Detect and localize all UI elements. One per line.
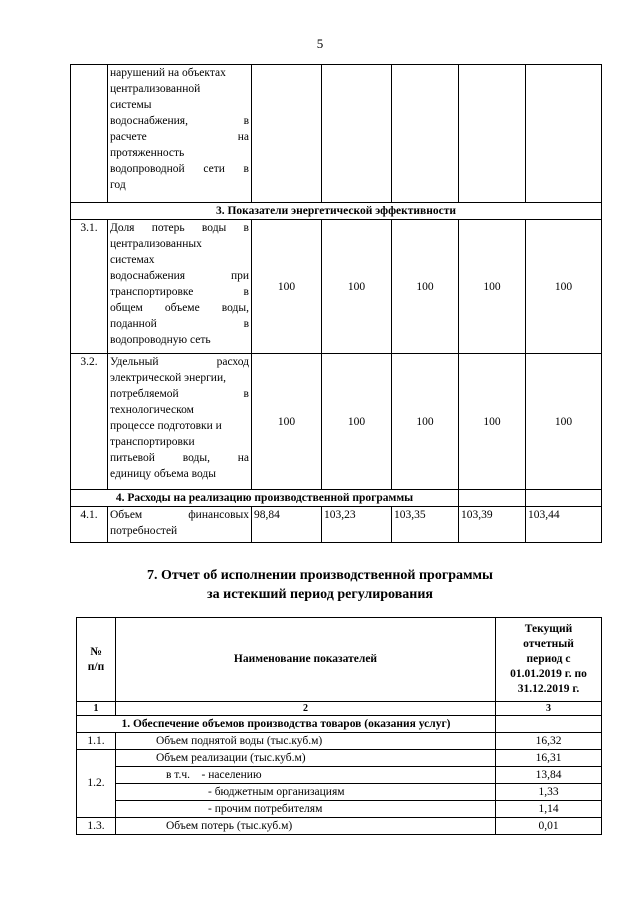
value-cell: 100 [322, 354, 392, 490]
value-cell: 100 [392, 220, 459, 354]
row-number: 3.1. [71, 220, 108, 354]
text-line: технологическом [110, 404, 194, 416]
text-line: расчете на [110, 131, 249, 143]
table-row [77, 801, 602, 818]
section-row [77, 716, 602, 733]
section-heading: 7. Отчет об исполнении производственной программы [146, 568, 493, 583]
table-row [77, 818, 602, 835]
header-row [77, 618, 602, 702]
text-line: транспортировки [110, 436, 195, 448]
value-cell: 100 [459, 220, 526, 354]
header-period: Текущий отчетный период с 01.01.2019 г. по 31.12.2019 г. [496, 618, 602, 702]
text-line: единицу объема воды [110, 468, 216, 480]
value-cell: 16,31 [496, 750, 602, 767]
row-number: 1.1. [77, 733, 116, 750]
header-num: № п/п [77, 618, 116, 702]
col-number: 1 [77, 702, 116, 716]
page-number: 5 [316, 36, 324, 51]
row-number: 1.2. [77, 750, 116, 818]
text-line: водоснабжения, в [110, 115, 249, 127]
text-line: централизованной [110, 83, 201, 95]
section-subheading: за истекший период регулирования [207, 587, 433, 602]
table-row [71, 507, 602, 543]
value-cell: 100 [526, 354, 602, 490]
value-cell: 100 [392, 354, 459, 490]
text-line: водопроводной сети в [110, 163, 249, 175]
value-cell: 103,39 [459, 507, 526, 543]
indicator-name: - бюджетным организациям [116, 784, 496, 801]
table-row [77, 784, 602, 801]
value-cell: 100 [252, 220, 322, 354]
text-line: Объем финансовых [110, 509, 249, 521]
header-name: Наименование показателей [116, 618, 496, 702]
text-line: потребляемой в [110, 388, 249, 400]
value-cell: 103,23 [322, 507, 392, 543]
value-cell: 1,33 [496, 784, 602, 801]
indicator-name: Объем потерь (тыс.куб.м) [116, 818, 496, 835]
indicator-name [108, 65, 252, 203]
section-row [71, 490, 602, 507]
section-title: 3. Показатели энергетической эффективности [71, 203, 602, 220]
text-line: электрической энергии, [110, 372, 226, 384]
text-line: водопроводную сеть [110, 334, 211, 346]
col-number: 2 [116, 702, 496, 716]
text-line: протяженность [110, 147, 185, 159]
indicator-name: Объем поднятой воды (тыс.куб.м) [116, 733, 496, 750]
section-title: 4. Расходы на реализацию производственной программы [71, 490, 459, 507]
text-line: системы [110, 99, 152, 111]
report-table [76, 617, 602, 835]
text-line: нарушений на объектах [110, 67, 226, 79]
row-number: 1.3. [77, 818, 116, 835]
table-row [77, 750, 602, 767]
value-cell: 100 [322, 220, 392, 354]
value-cell: 16,32 [496, 733, 602, 750]
value-cell: 103,44 [526, 507, 602, 543]
indicators-table [70, 64, 602, 543]
text-line: Доля потерь воды в [110, 222, 249, 234]
text-line: потребностей [110, 525, 178, 537]
section-title: 1. Обеспечение объемов производства товаров (оказания услуг) [77, 716, 496, 733]
table-row [77, 767, 602, 784]
value-cell: 100 [252, 354, 322, 490]
column-number-row [77, 702, 602, 716]
value-cell: 0,01 [496, 818, 602, 835]
value-cell: 98,84 [252, 507, 322, 543]
text-line: питьевой воды, на [110, 452, 249, 464]
indicator-name [108, 220, 252, 354]
table-row [71, 220, 602, 354]
col-number: 3 [496, 702, 602, 716]
value-cell: 100 [459, 354, 526, 490]
indicator-name: в т.ч. - населению [116, 767, 496, 784]
value-cell: 13,84 [496, 767, 602, 784]
text-line: транспортировке в [110, 286, 249, 298]
text-line: Удельный расход [110, 356, 249, 368]
indicator-name: - прочим потребителям [116, 801, 496, 818]
text-line: год [110, 179, 126, 191]
value-cell: 100 [526, 220, 602, 354]
value-cell: 1,14 [496, 801, 602, 818]
text-line: системах [110, 254, 155, 266]
row-number: 3.2. [71, 354, 108, 490]
indicator-name: Объем реализации (тыс.куб.м) [116, 750, 496, 767]
indicator-name [108, 354, 252, 490]
table-row [77, 733, 602, 750]
text-line: процессе подготовки и [110, 420, 222, 432]
text-line: общем объеме воды, [110, 302, 249, 314]
section-row [71, 203, 602, 220]
text-line: водоснабжения при [110, 270, 249, 282]
row-number: 4.1. [71, 507, 108, 543]
indicator-name [108, 507, 252, 543]
text-line: централизованных [110, 238, 202, 250]
text-line: поданной в [110, 318, 249, 330]
table-row [71, 354, 602, 490]
table-row [71, 65, 602, 203]
value-cell: 103,35 [392, 507, 459, 543]
